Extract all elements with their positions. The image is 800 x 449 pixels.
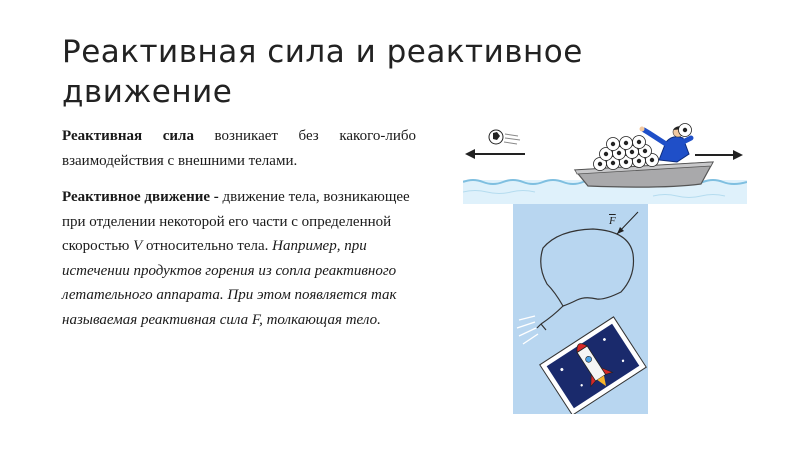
term-reactive-force: Реактивная сила: [62, 128, 194, 144]
reactive-motion-example: Например, при истечении продуктов горения из сопла реактивного летательного аппарата. При этом появляется так называемая реактивная сила F, толкающая тело.: [62, 238, 397, 328]
text-block: [62, 124, 416, 332]
reactive-motion-relative: относительно тела.: [142, 238, 273, 254]
velocity-symbol: V: [133, 238, 143, 254]
force-vector-label: $\overline{F}$: [609, 215, 616, 227]
slide-title: Реактивная сила и реактивное движение: [62, 34, 583, 110]
deflating-balloon-and-rocket-icon: [513, 204, 648, 414]
paragraph-reactive-motion: [62, 185, 416, 332]
term-reactive-motion: Реактивное движение -: [62, 189, 219, 205]
paragraph-reactive-force: [62, 124, 416, 173]
reactive-force-definition: возникает без какого-либо взаимодействия с внешними телами.: [62, 128, 416, 169]
reactive-motion-definition: движение тела, возникающее при отделении некоторой его части с определенной скоростью: [62, 189, 410, 254]
boat-with-ball-thrower-icon: [463, 120, 747, 204]
